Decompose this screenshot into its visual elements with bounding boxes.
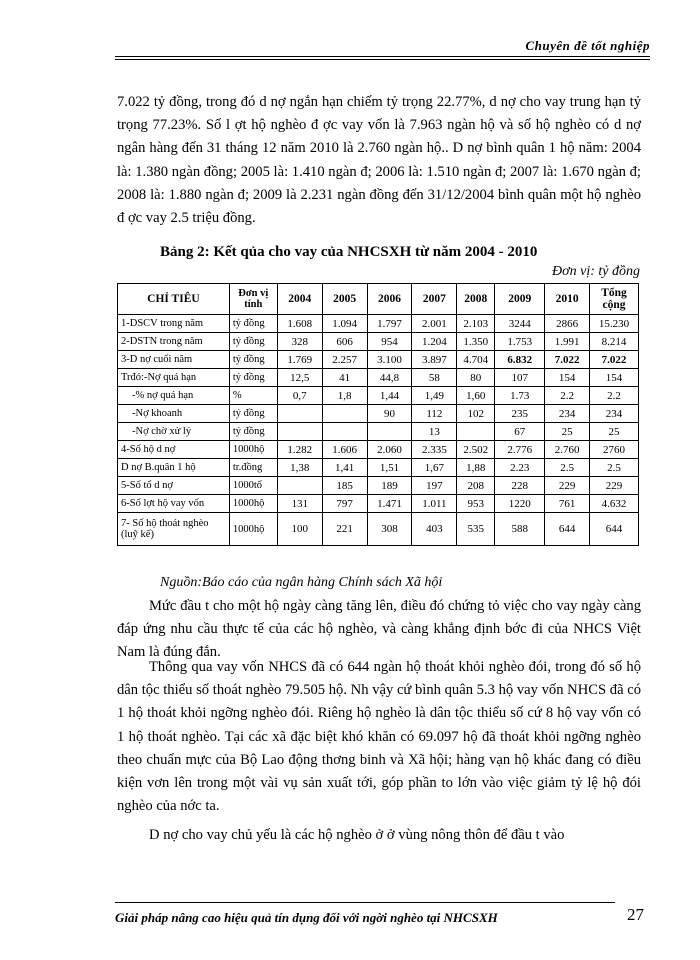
row-label: 2-DSTN trong năm [118, 333, 230, 351]
cell-v2008: 80 [457, 369, 495, 387]
cell-v2009: 1.753 [495, 333, 545, 351]
cell-v2006 [367, 423, 412, 441]
cell-v2010: 7.022 [545, 351, 590, 369]
cell-v2008: 1.350 [457, 333, 495, 351]
cell-v2004: 100 [277, 513, 322, 546]
table-row [118, 315, 639, 333]
cell-v2008: 208 [457, 477, 495, 495]
cell-v2005: 606 [322, 333, 367, 351]
cell-v2009: 588 [495, 513, 545, 546]
cell-v2010: 234 [545, 405, 590, 423]
table-row [118, 513, 639, 546]
col-header-total: Tổng cộng [590, 284, 639, 315]
footer-rule [115, 902, 615, 903]
row-label: 6-Số lợt hộ vay vốn [118, 495, 230, 513]
header-rule-double [115, 59, 650, 60]
cell-v2004: 1.769 [277, 351, 322, 369]
row-unit: 1000hộ [229, 441, 277, 459]
header-rule [115, 56, 650, 57]
row-unit: % [229, 387, 277, 405]
cell-v2004: 131 [277, 495, 322, 513]
table-body [118, 315, 639, 546]
cell-v2007: 3.897 [412, 351, 457, 369]
table-row [118, 459, 639, 477]
cell-v2009: 67 [495, 423, 545, 441]
col-header-2007: 2007 [412, 284, 457, 315]
cell-v2008: 1,88 [457, 459, 495, 477]
cell-v2010: 154 [545, 369, 590, 387]
paragraph: D nợ cho vay chủ yếu là các hộ nghèo ở ở vùng nông thôn để đầu t vào [149, 827, 565, 843]
col-header-2004: 2004 [277, 284, 322, 315]
cell-total: 25 [590, 423, 639, 441]
cell-v2010: 2866 [545, 315, 590, 333]
cell-v2004 [277, 423, 322, 441]
cell-v2004: 1.608 [277, 315, 322, 333]
col-header-unit: Đơn vị tính [229, 284, 277, 315]
col-header-2006: 2006 [367, 284, 412, 315]
cell-v2006: 954 [367, 333, 412, 351]
table-source: Nguồn:Báo cáo của ngân hàng Chính sách Xã hội [160, 575, 443, 590]
cell-v2009: 2.776 [495, 441, 545, 459]
cell-v2006: 3.100 [367, 351, 412, 369]
cell-v2005: 797 [322, 495, 367, 513]
cell-v2009: 228 [495, 477, 545, 495]
table-row [118, 441, 639, 459]
cell-v2006: 44,8 [367, 369, 412, 387]
row-unit: 1000hộ [229, 495, 277, 513]
cell-total: 7.022 [590, 351, 639, 369]
cell-total: 8.214 [590, 333, 639, 351]
cell-v2009: 2.23 [495, 459, 545, 477]
cell-v2009: 1220 [495, 495, 545, 513]
table-header-row [118, 284, 639, 315]
table-row [118, 351, 639, 369]
cell-v2008: 535 [457, 513, 495, 546]
cell-v2008: 953 [457, 495, 495, 513]
table-row [118, 405, 639, 423]
table-row [118, 369, 639, 387]
row-unit: tỷ đồng [229, 369, 277, 387]
cell-v2005: 1.094 [322, 315, 367, 333]
row-label: 1-DSCV trong năm [118, 315, 230, 333]
page-number: 27 [627, 905, 644, 924]
row-unit: tỷ đồng [229, 423, 277, 441]
cell-total: 229 [590, 477, 639, 495]
cell-v2010: 229 [545, 477, 590, 495]
cell-v2007: 1.011 [412, 495, 457, 513]
row-unit: tỷ đồng [229, 405, 277, 423]
cell-v2004 [277, 477, 322, 495]
cell-v2006: 2.060 [367, 441, 412, 459]
cell-v2005: 221 [322, 513, 367, 546]
paragraph: 7.022 tỷ đồng, trong đó d nợ ngắn hạn chiếm tỷ trọng 22.77%, d nợ cho vay trung hạn tỷ trọng 77.23%. Số l ợt hộ nghèo đ ợc vay vốn là 7.963 ngàn hộ và số hộ nghèo có d nợ ngân hàng đến 31 tháng 12 năm 2010 là 2.760 ngàn hộ.. D nợ bình quân 1 hộ năm: 2004 là: 1.380 ngàn đồng; 2005 là: 1.410 ngàn đ; 2006 là: 1.510 ngàn đ; 2007 là: 1.670 ngàn đ; 2008 là: 1.880 ngàn đ; 2009 là 2.231 ngàn đồng đến 31/12/2004 bình quân một hộ nghèo đ ợc vay 2.5 triệu đồng. [117, 94, 641, 227]
cell-v2007: 112 [412, 405, 457, 423]
cell-v2005: 1.606 [322, 441, 367, 459]
cell-v2009: 107 [495, 369, 545, 387]
cell-v2005: 2.257 [322, 351, 367, 369]
row-unit: tỷ đồng [229, 333, 277, 351]
cell-v2004: 328 [277, 333, 322, 351]
cell-v2005: 1,8 [322, 387, 367, 405]
cell-v2007: 58 [412, 369, 457, 387]
cell-total: 2760 [590, 441, 639, 459]
table-caption: Bảng 2: Kết qủa cho vay của NHCSXH từ năm 2004 - 2010 [160, 244, 538, 260]
col-header-2009: 2009 [495, 284, 545, 315]
cell-v2004: 1.282 [277, 441, 322, 459]
row-unit: 1000tổ [229, 477, 277, 495]
cell-v2010: 25 [545, 423, 590, 441]
footer-text: Giải pháp nâng cao hiệu quả tín dụng đối với ngời nghèo tại NHCSXH [115, 910, 498, 925]
cell-v2005: 1,41 [322, 459, 367, 477]
cell-v2005: 185 [322, 477, 367, 495]
cell-v2004 [277, 405, 322, 423]
cell-total: 644 [590, 513, 639, 546]
cell-v2007: 197 [412, 477, 457, 495]
row-label: Trđó:-Nợ quá hạn [118, 369, 230, 387]
col-header-2005: 2005 [322, 284, 367, 315]
cell-v2005 [322, 423, 367, 441]
row-label: -% nợ quá hạn [118, 387, 230, 405]
cell-v2007: 403 [412, 513, 457, 546]
row-label: -Nợ chờ xử lý [118, 423, 230, 441]
cell-v2004: 12,5 [277, 369, 322, 387]
table-row [118, 423, 639, 441]
row-label: 5-Số tổ d nợ [118, 477, 230, 495]
cell-v2004: 1,38 [277, 459, 322, 477]
cell-v2006: 1,51 [367, 459, 412, 477]
table-row [118, 477, 639, 495]
cell-v2006: 308 [367, 513, 412, 546]
cell-v2007: 1,67 [412, 459, 457, 477]
col-header-2010: 2010 [545, 284, 590, 315]
table-row [118, 333, 639, 351]
row-unit: tỷ đồng [229, 315, 277, 333]
cell-v2009: 3244 [495, 315, 545, 333]
cell-total: 2.2 [590, 387, 639, 405]
cell-v2009: 6.832 [495, 351, 545, 369]
table-row [118, 387, 639, 405]
cell-total: 4.632 [590, 495, 639, 513]
row-unit: tr.đồng [229, 459, 277, 477]
cell-v2009: 1.73 [495, 387, 545, 405]
cell-v2004: 0,7 [277, 387, 322, 405]
cell-v2006: 1.471 [367, 495, 412, 513]
cell-total: 234 [590, 405, 639, 423]
cell-v2007: 1.204 [412, 333, 457, 351]
loan-results-table [117, 283, 639, 546]
cell-v2010: 2.5 [545, 459, 590, 477]
cell-v2007: 2.001 [412, 315, 457, 333]
cell-v2009: 235 [495, 405, 545, 423]
cell-total: 2.5 [590, 459, 639, 477]
row-label: -Nợ khoanh [118, 405, 230, 423]
cell-v2005 [322, 405, 367, 423]
header-title: Chuyên đề tốt nghiệp [525, 38, 650, 53]
paragraph: Mức đầu t cho một hộ ngày càng tăng lên, điều đó chứng tỏ việc cho vay ngày càng đáp ứng nhu cầu thực tế của các hộ nghèo, và càng khẳng định bớc đi của NHCS Việt Nam là đúng đắn. [117, 598, 641, 661]
row-label: 4-Số hộ d nợ [118, 441, 230, 459]
row-label: 3-D nợ cuối năm [118, 351, 230, 369]
cell-total: 154 [590, 369, 639, 387]
cell-v2006: 1.797 [367, 315, 412, 333]
table-row [118, 495, 639, 513]
row-label: 7- Số hộ thoát nghèo (luỹ kế) [118, 513, 230, 546]
row-unit: tỷ đồng [229, 351, 277, 369]
row-label: D nợ B.quân 1 hộ [118, 459, 230, 477]
cell-v2005: 41 [322, 369, 367, 387]
cell-v2008: 1,60 [457, 387, 495, 405]
col-header-indicator: CHỈ TIÊU [118, 284, 230, 315]
col-header-2008: 2008 [457, 284, 495, 315]
cell-v2008 [457, 423, 495, 441]
row-unit: 1000hộ [229, 513, 277, 546]
cell-v2006: 1,44 [367, 387, 412, 405]
cell-v2010: 761 [545, 495, 590, 513]
cell-v2010: 1.991 [545, 333, 590, 351]
cell-v2007: 13 [412, 423, 457, 441]
cell-v2008: 4.704 [457, 351, 495, 369]
cell-total: 15.230 [590, 315, 639, 333]
cell-v2007: 2.335 [412, 441, 457, 459]
cell-v2007: 1,49 [412, 387, 457, 405]
cell-v2010: 2.760 [545, 441, 590, 459]
cell-v2010: 2.2 [545, 387, 590, 405]
paragraph: Thông qua vay vốn NHCS đã có 644 ngàn hộ thoát khỏi nghèo đói, trong đó số hộ dân tộc thiểu số thoát nghèo 79.505 hộ. Nh vậy cứ bình quân 5.3 hộ vay vốn NHCS đã có 1 hộ thoát khỏi ngỡng nghèo đói. Riêng hộ nghèo là dân tộc thiểu số cứ 8 hộ vay vốn có 1 hộ thoát nghèo. Tại các xã đặc biệt khó khăn có 69.097 hộ đã thoát khỏi ngỡng nghèo theo chuẩn mực của Bộ Lao động thơng binh và Xã hội; hàng vạn hộ khác đang có điều kiện vơn lên trong một vài vụ sản xuất tới, góp phần to lớn vào việc giảm tỷ lệ hộ đói nghèo của nớc ta. [117, 659, 641, 815]
cell-v2006: 189 [367, 477, 412, 495]
cell-v2008: 102 [457, 405, 495, 423]
cell-v2010: 644 [545, 513, 590, 546]
cell-v2008: 2.103 [457, 315, 495, 333]
cell-v2008: 2.502 [457, 441, 495, 459]
unit-label: Đơn vị: tỷ đồng [552, 264, 640, 279]
cell-v2006: 90 [367, 405, 412, 423]
